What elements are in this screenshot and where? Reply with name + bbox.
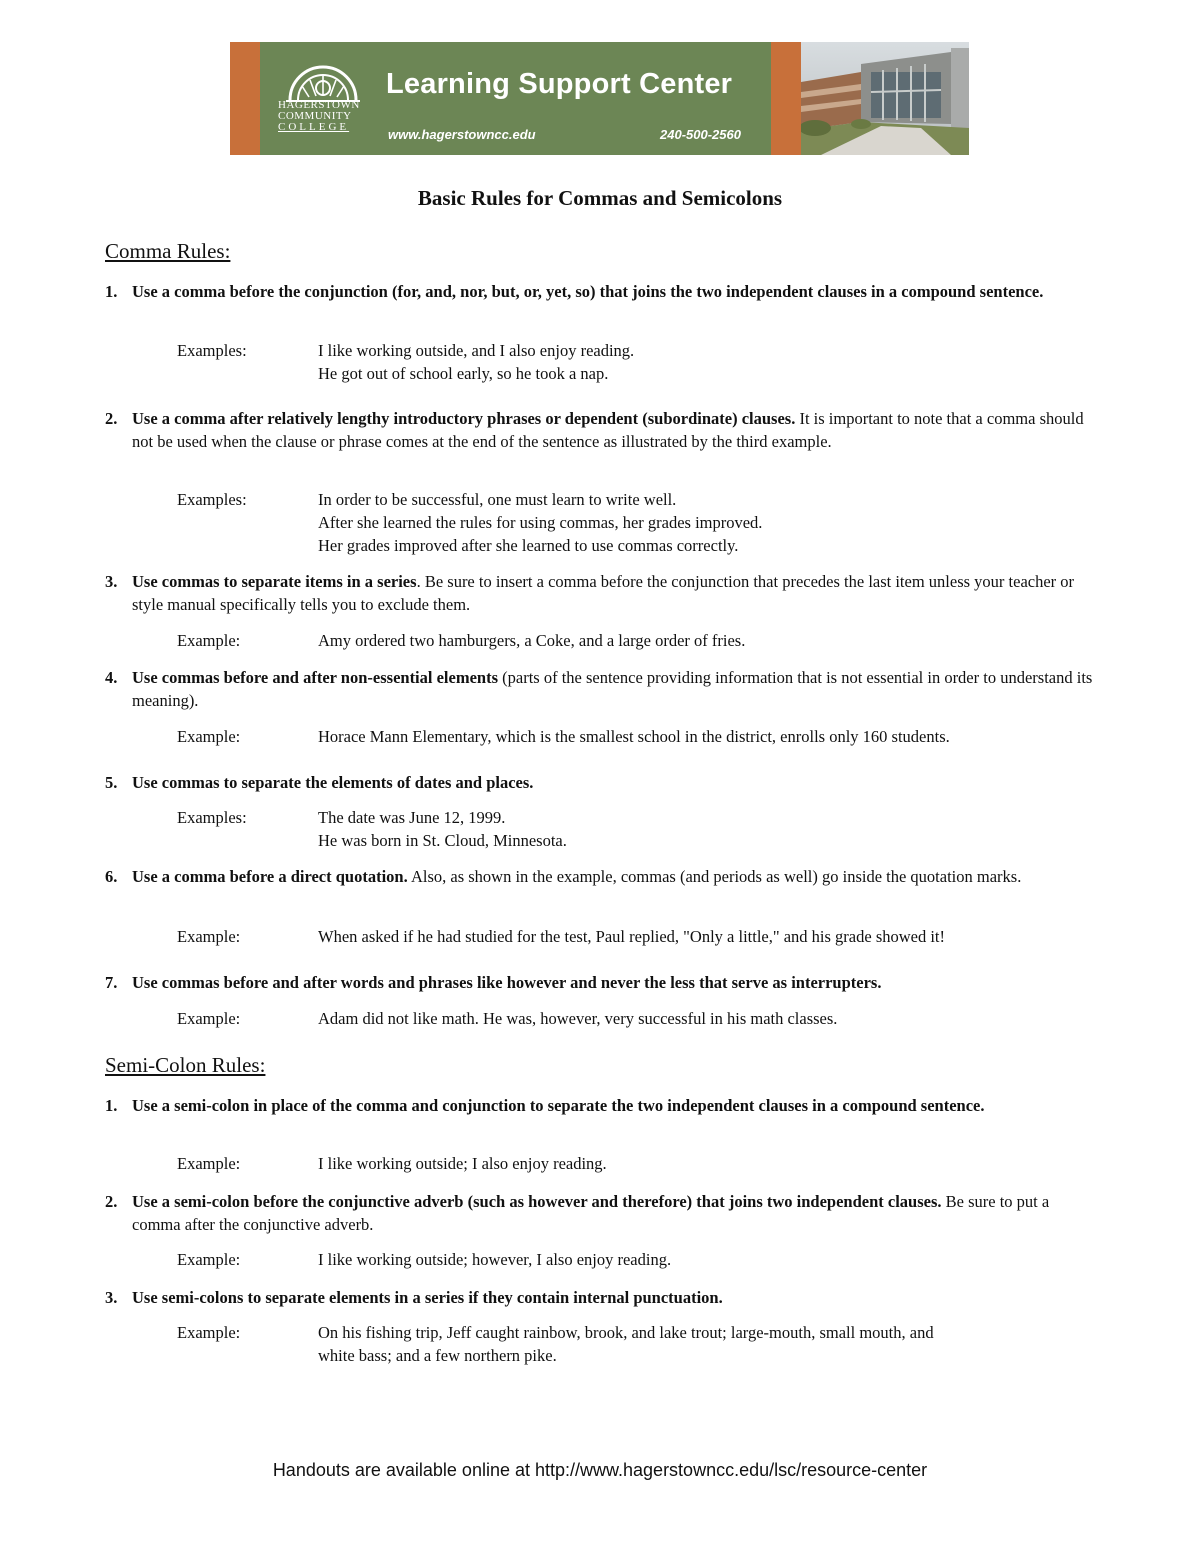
- rule-text: Be sure to put a comma after the conjunctive adverb.: [132, 1192, 1050, 1234]
- example-line: In order to be successful, one must learn to write well.: [318, 490, 677, 509]
- example-label: Example:: [177, 1154, 241, 1173]
- rule-lead: Use commas to separate items in a series: [132, 572, 417, 591]
- college-line2: COMMUNITY: [278, 110, 352, 122]
- example-label: Example:: [177, 1323, 241, 1342]
- rule-lead: Use a comma before a direct quotation.: [132, 867, 408, 886]
- comma-rule-5-examples: [177, 806, 1097, 852]
- comma-rule-1: [105, 280, 1095, 303]
- rule-number: 2.: [105, 1192, 118, 1211]
- semicolon-rules-heading: Semi-Colon Rules:: [105, 1053, 266, 1077]
- rule-text: Also, as shown in the example, commas (and periods as well) go inside the quotation marks.: [407, 867, 1022, 886]
- comma-rule-3-examples: [177, 629, 1097, 652]
- example-line: Her grades improved after she learned to use commas correctly.: [318, 536, 739, 555]
- example-line: I like working outside; however, I also enjoy reading.: [318, 1250, 672, 1269]
- rule-lead: Use a semi-colon before the conjunctive adverb (such as however and therefore) that joins two independent clauses.: [132, 1192, 942, 1211]
- example-line: The date was June 12, 1999.: [318, 808, 506, 827]
- comma-rule-7-examples: [177, 1007, 1097, 1030]
- example-label: Example:: [177, 1250, 241, 1269]
- comma-rule-6-examples: [177, 925, 1097, 948]
- semicolon-rule-2-examples: [177, 1248, 1097, 1271]
- semicolon-rule-2: [105, 1190, 1095, 1236]
- rule-number: 6.: [105, 867, 118, 886]
- example-label: Example:: [177, 1009, 241, 1028]
- rule-number: 7.: [105, 973, 118, 992]
- example-line: Amy ordered two hamburgers, a Coke, and a large order of fries.: [318, 631, 746, 650]
- building-photo: [801, 42, 969, 155]
- example-line: Adam did not like math. He was, however, very successful in his math classes.: [318, 1009, 838, 1028]
- banner-title: Learning Support Center: [386, 68, 733, 100]
- example-line: After she learned the rules for using commas, her grades improved.: [318, 513, 763, 532]
- rule-lead: Use a comma before the conjunction (for, and, nor, but, or, yet, so) that joins the two independent clauses in a compound sentence.: [132, 282, 1044, 301]
- example-label: Example:: [177, 631, 241, 650]
- example-label: Examples:: [177, 341, 247, 360]
- comma-rule-4: [105, 666, 1095, 712]
- rule-lead: Use semi-colons to separate elements in a series if they contain internal punctuation.: [132, 1288, 723, 1307]
- example-line: I like working outside, and I also enjoy reading.: [318, 341, 635, 360]
- page-title: Basic Rules for Commas and Semicolons: [417, 186, 783, 210]
- rule-text: (parts of the sentence providing information that is not essential in order to understand its meaning).: [132, 668, 1093, 710]
- example-label: Example:: [177, 927, 241, 946]
- rule-number: 3.: [105, 1288, 118, 1307]
- banner-phone: 240-500-2560: [660, 127, 741, 142]
- comma-rule-3: [105, 570, 1095, 616]
- example-line: On his fishing trip, Jeff caught rainbow, brook, and lake trout; large-mouth, small mouth, and: [318, 1323, 934, 1342]
- rule-number: 4.: [105, 668, 118, 687]
- rule-number: 1.: [105, 282, 118, 301]
- footer-handouts-note: Handouts are available online at http://www.hagerstowncc.edu/lsc/resource-center: [272, 1460, 928, 1480]
- rule-lead: Use a semi-colon in place of the comma and conjunction to separate the two independent clauses in a compound sentence.: [132, 1096, 985, 1115]
- example-line: He got out of school early, so he took a nap.: [318, 364, 609, 383]
- comma-rule-2: [105, 407, 1095, 453]
- college-line3: COLLEGE: [278, 121, 350, 133]
- comma-rules-heading: Comma Rules:: [105, 239, 231, 263]
- comma-rule-4-examples: [177, 725, 1097, 748]
- example-line: When asked if he had studied for the test, Paul replied, "Only a little," and his grade showed it!: [318, 927, 946, 946]
- comma-rule-2-examples: [177, 488, 1097, 557]
- rule-number: 3.: [105, 572, 118, 591]
- rule-text: It is important to note that a comma should not be used when the clause or phrase comes at the end of the sentence as illustrated by the third example.: [132, 409, 1084, 451]
- banner-url[interactable]: www.hagerstowncc.edu: [388, 127, 536, 142]
- banner-orange-stripe: [771, 42, 801, 155]
- example-line: white bass; and a few northern pike.: [318, 1346, 557, 1365]
- example-label: Examples:: [177, 490, 247, 509]
- header-banner: [230, 42, 969, 155]
- example-line: He was born in St. Cloud, Minnesota.: [318, 831, 567, 850]
- semicolon-rule-3-examples: [177, 1321, 1097, 1367]
- semicolon-rule-3: [105, 1286, 1095, 1309]
- semicolon-rule-1: [105, 1094, 1095, 1117]
- rule-number: 1.: [105, 1096, 118, 1115]
- comma-rule-5: [105, 771, 1095, 794]
- rule-lead: Use commas to separate the elements of dates and places.: [132, 773, 534, 792]
- example-line: I like working outside; I also enjoy reading.: [318, 1154, 607, 1173]
- semicolon-rule-1-examples: [177, 1152, 1097, 1175]
- college-wordmark: [278, 100, 368, 133]
- example-line: Horace Mann Elementary, which is the smallest school in the district, enrolls only 160 students.: [318, 727, 950, 746]
- college-line1: HAGERSTOWN: [278, 99, 360, 111]
- rule-lead: Use a comma after relatively lengthy introductory phrases or dependent (subordinate) clauses.: [132, 409, 796, 428]
- rule-number: 2.: [105, 409, 118, 428]
- rule-lead: Use commas before and after non-essential elements: [132, 668, 498, 687]
- comma-rule-6: [105, 865, 1095, 888]
- example-label: Examples:: [177, 808, 247, 827]
- example-label: Example:: [177, 727, 241, 746]
- comma-rule-1-examples: [177, 339, 1097, 385]
- rule-number: 5.: [105, 773, 118, 792]
- rule-text: . Be sure to insert a comma before the conjunction that precedes the last item unless your teacher or style manual specifically tells you to exclude them.: [132, 572, 1075, 614]
- rule-lead: Use commas before and after words and phrases like however and never the less that serve as interrupters.: [132, 973, 882, 992]
- comma-rule-7: [105, 971, 1095, 994]
